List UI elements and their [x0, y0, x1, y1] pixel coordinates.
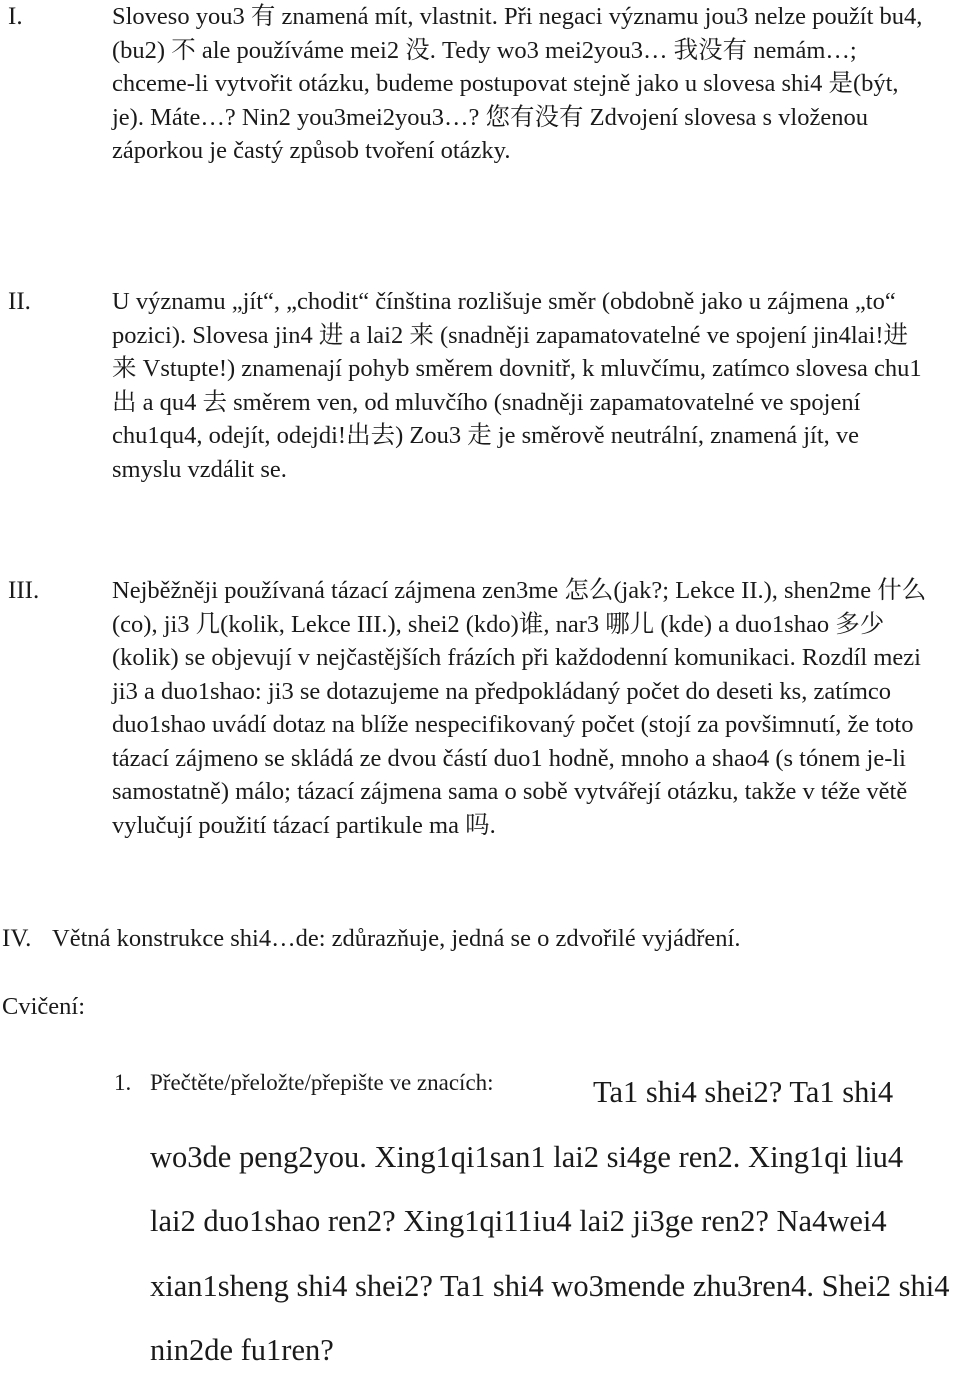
section-numeral: IV. [2, 925, 32, 952]
section-text: Větná konstrukce shi4…de: zdůrazňuje, jedná se o zdvořilé vyjádření. [52, 925, 741, 952]
exercise-number: 1. [114, 1070, 132, 1095]
section-text: Nejběžněji používaná tázací zájmena zen3me 怎么(jak?; Lekce II.), shen2me 什么(co), ji3 几(kolik, Lekce III.), shei2 (kdo)谁, nar3 哪儿 (kde) a duo1shao 多少 (kolik) se objevují v nejčastějších frázích při každodenní komunikaci. Rozdíl mezi ji3 a duo1shao: ji3 se dotazujeme na předpokládaný počet do deseti ks, zatímco duo1shao uvádí dotaz na blíže nespecifikovaný počet (stojí za povšimnutí, že toto tázací zájmeno se skládá ze dvou částí duo1 hodně, mnoho a shao4 (s tónem je-li samostatně) málo; tázací zájmena sama o sobě vytvářejí otázku, takže v téže větě vylučují použití tázací partikule ma 吗. [112, 577, 927, 839]
section-numeral: III. [8, 577, 40, 604]
section-numeral: I. [8, 3, 23, 30]
exercise-instruction: Přečtěte/přeložte/přepište ve znacích: [150, 1070, 494, 1095]
section-numeral: II. [8, 288, 31, 315]
exercises-heading: Cvičení: [2, 993, 86, 1020]
section-text: U významu „jít“, „chodit“ čínština rozlišuje směr (obdobně jako u zájmena „to“ pozici). Slovesa jin4 进 a lai2 来 (snadněji zapamatovatelné ve spojení jin4lai!进来 Vstupte!) znamenají pohyb směrem dovnitř, k mluvčímu, zatímco slovesa chu1 出 a qu4 去 směrem ven, od mluvčího (snadněji zapamatovatelné ve spojení chu1qu4, odejít, odejdi!出去) Zou3 走 je směrově neutrální, znamená jít, ve smyslu vzdálit se. [112, 288, 922, 483]
section-text: Sloveso you3 有 znamená mít, vlastnit. Při negaci významu jou3 nelze použít bu4,(bu2) 不 ale používáme mei2 没. Tedy wo3 mei2you3… 我没有 nemám…; chceme-li vytvořit otázku, budeme postupovat stejně jako u slovesa shi4 是(být, je). Máte…? Nin2 you3mei2you3…? 您有没有 Zdvojení slovesa s vloženou záporkou je častý způsob tvoření otázky. [112, 3, 923, 164]
exercise-text: Ta1 shi4 shei2? Ta1 shi4 wo3de peng2you. Xing1qi1san1 lai2 si4ge ren2. Xing1qi liu4 lai2 duo1shao ren2? Xing1qi11iu4 lai2 ji3ge ren2? Na4wei4 xian1sheng shi4 shei2? Ta1 shi4 wo3mende zhu3ren4. Shei2 shi4 nin2de fu1ren? [150, 1075, 950, 1367]
